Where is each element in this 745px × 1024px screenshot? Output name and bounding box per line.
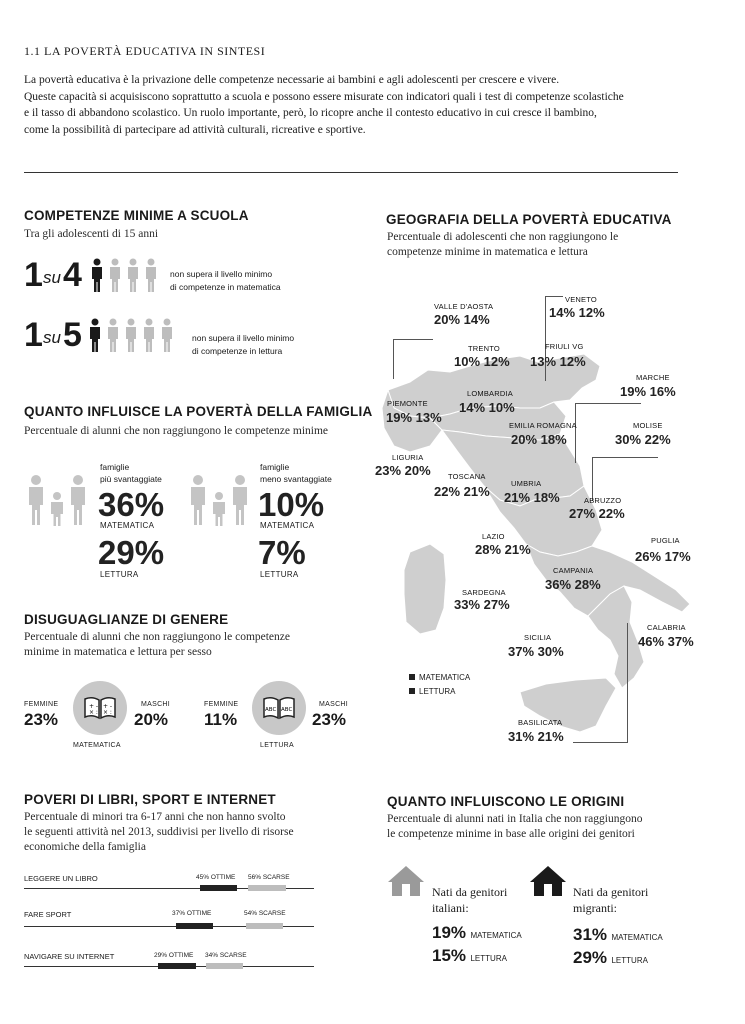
gender-reading-caption: LETTURA <box>260 742 294 749</box>
region-values: 19% 16% <box>620 384 676 399</box>
legend-item-reading <box>409 685 470 699</box>
activity-scarse-bar <box>206 963 243 969</box>
origin-value-label: MATEMATICA <box>470 931 522 940</box>
map-legend <box>409 671 470 699</box>
ratio-text-line: di competenze in matematica <box>170 282 281 292</box>
ratio-math-text <box>170 268 340 294</box>
activity-scarse-label: 54% SCARSE <box>244 910 286 917</box>
genere-subtitle-line: Percentuale di alunni che non raggiungono le competenze <box>24 631 290 643</box>
family-label-right <box>260 461 332 485</box>
intro-line: e il tasso di abbandono scolastico. Un ruolo importante, però, lo ricopre anche il contesto educativo in cui cresce il bambino, <box>24 107 597 119</box>
family-label-line: famiglie <box>260 462 290 472</box>
activity-label: FARE SPORT <box>24 910 72 919</box>
connector-line <box>575 403 641 404</box>
family-right-reading-value: 7% <box>258 534 306 571</box>
gender-male-label: MASCHI <box>141 701 171 708</box>
family-right-math-value: 10% <box>258 486 325 523</box>
ratio-num: 1 <box>24 256 43 294</box>
abc-book-icon <box>251 680 307 736</box>
family-label-line: famiglie <box>100 462 130 472</box>
origin-label-line: migranti: <box>573 901 617 915</box>
origin-value-label: MATEMATICA <box>611 933 663 942</box>
family-left-reading-value: 29% <box>98 534 165 571</box>
origin-migrant-math <box>573 925 663 945</box>
connector-line <box>575 403 576 463</box>
region-name: BASILICATA <box>518 718 563 727</box>
activity-scarse-bar <box>246 923 283 929</box>
page-title: 1.1 LA POVERTÀ EDUCATIVA IN SINTESI <box>24 44 266 58</box>
ratio-su: su <box>43 268 61 287</box>
region-values: 22% 21% <box>434 484 490 499</box>
ratio-text-line: di competenze in lettura <box>192 346 283 356</box>
region-values: 10% 12% <box>454 354 510 369</box>
legend-item-math <box>409 671 470 685</box>
origin-value: 19% <box>432 923 467 942</box>
region-name: PUGLIA <box>651 536 680 545</box>
ratio-den: 5 <box>63 316 82 354</box>
gender-reading-female-value: 11% <box>204 710 238 729</box>
connector-line <box>573 742 628 743</box>
region-values: 31% 21% <box>508 729 564 744</box>
connector-line <box>393 339 394 379</box>
competenze-title: COMPETENZE MINIME A SCUOLA <box>24 208 249 223</box>
geografia-subtitle-line: competenze minime in matematica e lettura <box>387 246 588 258</box>
origin-migrant-label <box>573 884 648 916</box>
region-name: VALLE D'AOSTA <box>434 302 494 311</box>
region-name: LIGURIA <box>392 453 424 462</box>
region-values: 36% 28% <box>545 577 601 592</box>
region-name: LOMBARDIA <box>467 389 513 398</box>
region-values: 46% 37% <box>638 634 694 649</box>
region-values: 33% 27% <box>454 597 510 612</box>
origin-migrant-reading <box>573 948 648 968</box>
region-name: MARCHE <box>636 373 670 382</box>
poveri-subtitle-line: Percentuale di minori tra 6-17 anni che non hanno svolto <box>24 811 286 823</box>
origini-subtitle-line: le competenze minime in base alle origini dei genitori <box>387 828 635 840</box>
region-values: 23% 20% <box>375 463 431 478</box>
region-name: ABRUZZO <box>584 496 622 505</box>
competenze-subtitle: Tra gli adolescenti di 15 anni <box>24 228 159 240</box>
connector-line <box>627 623 628 743</box>
ratio-su: su <box>43 328 61 347</box>
origin-value: 31% <box>573 925 608 944</box>
connector-line <box>592 457 658 458</box>
family-left-math-value: 36% <box>98 486 165 523</box>
family-right-reading-label: LETTURA <box>260 570 299 579</box>
legend-label: MATEMATICA <box>419 673 471 682</box>
svg-text:+ -: + - <box>89 703 99 710</box>
legend-swatch-dark <box>409 674 415 680</box>
genere-title: DISUGUAGLIANZE DI GENERE <box>24 612 229 627</box>
origin-value-label: LETTURA <box>470 954 507 963</box>
region-name: MOLISE <box>633 421 663 430</box>
region-values: 14% 10% <box>459 400 515 415</box>
ratio-num: 1 <box>24 316 43 354</box>
origini-title: QUANTO INFLUISCONO LE ORIGINI <box>387 794 625 809</box>
intro-line: La povertà educativa è la privazione delle competenze necessarie ai bambini e agli adolescenti per crescere e vivere. <box>24 74 560 86</box>
family-label-line: meno svantaggiate <box>260 474 332 484</box>
activity-label: LEGGERE UN LIBRO <box>24 874 98 883</box>
intro-line: come la possibilità di partecipare ad attività culturali, ricreative e sportive. <box>24 123 366 136</box>
region-name: CALABRIA <box>647 623 686 632</box>
calculator-book-icon <box>72 680 128 736</box>
poveri-title: POVERI DI LIBRI, SPORT E INTERNET <box>24 792 276 807</box>
activity-label: NAVIGARE SU INTERNET <box>24 952 115 961</box>
genere-subtitle <box>24 630 290 660</box>
family-right-math-label: MATEMATICA <box>260 521 315 530</box>
region-values: 37% 30% <box>508 644 564 659</box>
connector-line <box>545 296 563 297</box>
activity-ottime-bar <box>158 963 196 969</box>
gender-male-label: MASCHI <box>319 701 349 708</box>
region-values: 30% 22% <box>615 432 671 447</box>
ratio-den: 4 <box>63 256 82 294</box>
ratio-text-line: non supera il livello minimo <box>192 333 295 343</box>
gender-math-caption: MATEMATICA <box>73 742 121 749</box>
header-divider <box>24 172 678 173</box>
famiglia-title: QUANTO INFLUISCE LA POVERTÀ DELLA FAMIGLIA <box>24 404 373 419</box>
region-values: 21% 18% <box>504 490 560 505</box>
legend-label: LETTURA <box>419 687 456 696</box>
region-name: TRENTO <box>468 344 500 353</box>
family-left-math-label: MATEMATICA <box>100 521 155 530</box>
region-name: LAZIO <box>482 532 505 541</box>
ratio-text-line: non supera il livello minimo <box>170 269 273 279</box>
gender-math-female-value: 23% <box>24 710 59 729</box>
origin-value-label: LETTURA <box>611 956 648 965</box>
family-label-left <box>100 461 162 485</box>
region-name: CAMPANIA <box>553 566 594 575</box>
poveri-subtitle-line: le seguenti attività nel 2013, suddivisi per livello di risorse <box>24 826 294 838</box>
origini-subtitle <box>387 812 642 842</box>
origin-value: 15% <box>432 946 467 965</box>
region-name: UMBRIA <box>511 479 542 488</box>
family-left-reading-label: LETTURA <box>100 570 139 579</box>
region-values: 13% 12% <box>530 354 586 369</box>
origin-label-line: Nati da genitori <box>573 885 649 899</box>
activity-scarse-label: 34% SCARSE <box>205 952 247 959</box>
region-values: 19% 13% <box>386 410 442 425</box>
connector-line <box>393 339 433 340</box>
gender-math-male-value: 20% <box>134 710 169 729</box>
region-name: FRIULI VG <box>545 342 584 351</box>
gender-female-label: FEMMINE <box>24 701 59 708</box>
origin-label-line: Nati da genitori <box>432 885 508 899</box>
origin-label-line: italiani: <box>432 901 469 915</box>
people-icons <box>86 318 206 354</box>
geografia-subtitle <box>387 230 618 260</box>
origin-value: 29% <box>573 948 608 967</box>
ratio-reading-text <box>192 332 352 358</box>
intro-line: Queste capacità si acquisiscono soprattutto a scuola e possono essere misurate con indicatori quali i test di competenze scolastiche <box>24 90 624 103</box>
region-values: 27% 22% <box>569 506 625 521</box>
activity-ottime-label: 37% OTTIME <box>172 910 212 917</box>
origin-italian-label <box>432 884 507 916</box>
region-values: 28% 21% <box>475 542 531 557</box>
activity-scarse-label: 56% SCARSE <box>248 874 290 881</box>
region-values: 14% 12% <box>549 305 605 320</box>
svg-text:× :: × : <box>89 709 98 716</box>
genere-subtitle-line: minime in matematica e lettura per sesso <box>24 646 212 658</box>
svg-text:ABC: ABC <box>265 707 277 713</box>
poveri-subtitle-line: economiche della famiglia <box>24 841 146 853</box>
activity-ottime-label: 45% OTTIME <box>196 874 236 881</box>
svg-text:+ -: + - <box>103 703 113 710</box>
region-values: 26% 17% <box>635 549 691 564</box>
origin-italian-reading <box>432 946 507 966</box>
gender-female-label: FEMMINE <box>204 701 239 708</box>
region-name: EMILIA ROMAGNA <box>509 421 577 430</box>
famiglia-subtitle: Percentuale di alunni che non raggiungono le competenze minime <box>24 425 329 437</box>
house-light-icon <box>386 864 426 898</box>
poveri-subtitle <box>24 810 294 855</box>
intro-paragraph <box>24 72 724 138</box>
svg-text:× :: × : <box>103 709 112 716</box>
region-values: 20% 18% <box>511 432 567 447</box>
activity-ottime-bar <box>200 885 237 891</box>
family-icon <box>188 472 256 528</box>
activity-ottime-label: 29% OTTIME <box>154 952 194 959</box>
region-name: PIEMONTE <box>387 399 428 408</box>
geografia-title: GEOGRAFIA DELLA POVERTÀ EDUCATIVA <box>386 212 672 227</box>
region-name: SARDEGNA <box>462 588 506 597</box>
svg-text:ABC: ABC <box>281 707 293 713</box>
family-label-line: più svantaggiate <box>100 474 162 484</box>
region-name: SICILIA <box>524 633 552 642</box>
connector-line <box>592 457 593 501</box>
region-name: TOSCANA <box>448 472 486 481</box>
family-icon <box>26 472 94 528</box>
activity-ottime-bar <box>176 923 213 929</box>
activity-scarse-bar <box>248 885 286 891</box>
origini-subtitle-line: Percentuale di alunni nati in Italia che non raggiungono <box>387 813 643 825</box>
region-values: 20% 14% <box>434 312 490 327</box>
legend-swatch-dark <box>409 688 415 694</box>
geografia-subtitle-line: Percentuale di adolescenti che non raggiungono le <box>387 231 619 243</box>
gender-reading-male-value: 23% <box>312 710 347 729</box>
region-name: VENETO <box>565 295 597 304</box>
house-dark-icon <box>528 864 568 898</box>
activity-bars <box>24 874 316 974</box>
origin-italian-math <box>432 923 522 943</box>
